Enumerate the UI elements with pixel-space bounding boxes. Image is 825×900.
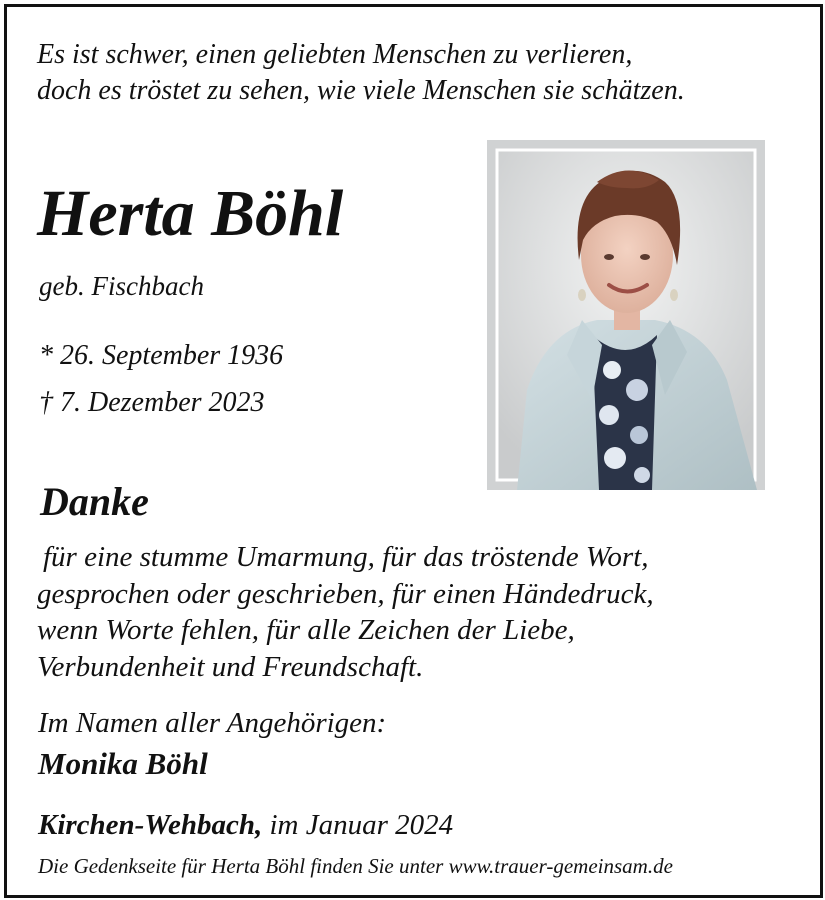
portrait-image: [487, 140, 765, 490]
signer-name: Monika Böhl: [38, 746, 208, 781]
memorial-page-note: Die Gedenkseite für Herta Böhl finden Sie unter www.trauer-gemeinsam.de: [38, 854, 673, 878]
portrait-photo: [487, 140, 765, 490]
place-date-line: [38, 807, 453, 843]
quote-line: doch es tröstet zu sehen, wie viele Menschen sie schätzen.: [37, 75, 685, 106]
obituary-frame: [4, 4, 823, 898]
place: Kirchen-Wehbach,: [38, 809, 263, 841]
consolation-quote: [37, 37, 685, 109]
birth-date: * 26. September 1936: [39, 340, 284, 371]
death-date: † 7. Dezember 2023: [39, 387, 265, 418]
quote-line: Es ist schwer, einen geliebten Menschen zu verlieren,: [37, 39, 633, 70]
date-text: im Januar 2024: [262, 809, 454, 841]
thanks-heading: Danke: [40, 479, 149, 524]
thanks-line: wenn Worte fehlen, für alle Zeichen der Liebe,: [37, 614, 575, 646]
deceased-name: Herta Böhl: [37, 177, 344, 250]
thanks-line: Verbundenheit und Freundschaft.: [37, 650, 424, 683]
birth-name: geb. Fischbach: [39, 271, 204, 301]
family-intro: Im Namen aller Angehörigen:: [38, 707, 387, 739]
thanks-line: gesprochen oder geschrieben, für einen Händedruck,: [37, 577, 654, 610]
thanks-line: für eine stumme Umarmung, für das tröstende Wort,: [43, 541, 649, 573]
thanks-text: [37, 539, 654, 685]
